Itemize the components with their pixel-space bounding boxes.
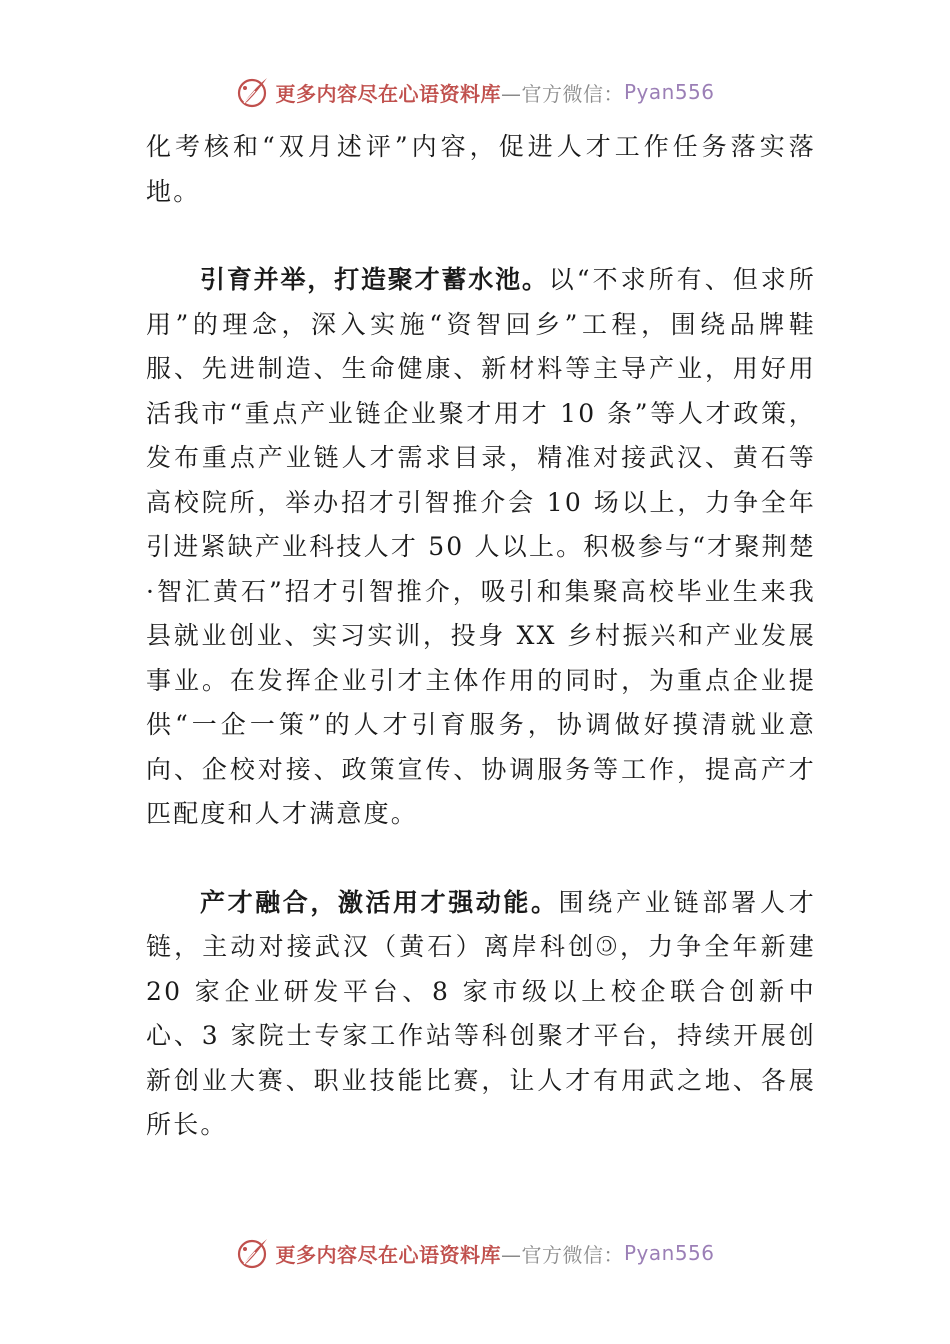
paragraph-body: 围绕产业链部署人才链，主动对接武汉（黄石）离岸科创🄯，力争全年新建 20 家企业研发平台、8 家市级以上校企联合创新中心、3 家院士专家工作站等科创聚才平台，持续开展创新创业大赛、职业技能比赛，让人才有用武之地、各展所长。 <box>146 887 816 1139</box>
paragraph-body: 化考核和“双月述评”内容，促进人才工作任务落实落地。 <box>146 132 816 206</box>
document-body <box>146 125 816 1148</box>
paragraph-gap <box>146 214 816 258</box>
watermark-wechat-id: Pyan556 <box>623 80 715 104</box>
feather-pen-logo-icon <box>235 1235 271 1271</box>
paragraph-lead-heading: 产才融合，激活用才强动能。 <box>200 887 559 917</box>
watermark-site-name: 更多内容尽在心语资料库 <box>275 81 501 106</box>
paragraph-lead-heading: 引育并举，打造聚才蓄水池。 <box>200 265 549 294</box>
paragraph-industry-talent-integration <box>146 881 816 1148</box>
watermark-label: —官方微信： <box>500 1242 624 1267</box>
feather-pen-logo-icon <box>235 74 271 110</box>
footer-watermark <box>0 1231 950 1275</box>
paragraph-body: 以“不求所有、但求所用”的理念，深入实施“资智回乡”工程，围绕品牌鞋服、先进制造、生命健康、新材料等主导产业，用好用活我市“重点产业链企业聚才用才 10 条”等人才政策，发布重点产业链人才需求目录，精准对接武汉、黄石等高校院所，举办招才引智推介会 10 场以上，力争全年引进紧缺产业科技人才 50 人以上。积极参与“才聚荆楚·智汇黄石”招才引智推介，吸引和集聚高校毕业生来我县就业创业、实习实训，投身 XX 乡村振兴和产业发展事业。在发挥企业引才主体作用的同时，为重点企业提供“一企一策”的人才引育服务，协调做好摸清就业意向、企校对接、政策宣传、协调服务等工作，提高产才匹配度和人才满意度。 <box>146 265 816 828</box>
header-watermark <box>0 70 950 114</box>
paragraph-talent-introduction <box>146 258 816 837</box>
watermark-site-name: 更多内容尽在心语资料库 <box>275 1242 501 1267</box>
paragraph-gap <box>146 837 816 881</box>
watermark-label: —官方微信： <box>500 81 624 106</box>
paragraph-continuation <box>146 125 816 214</box>
watermark-wechat-id: Pyan556 <box>623 1241 715 1265</box>
